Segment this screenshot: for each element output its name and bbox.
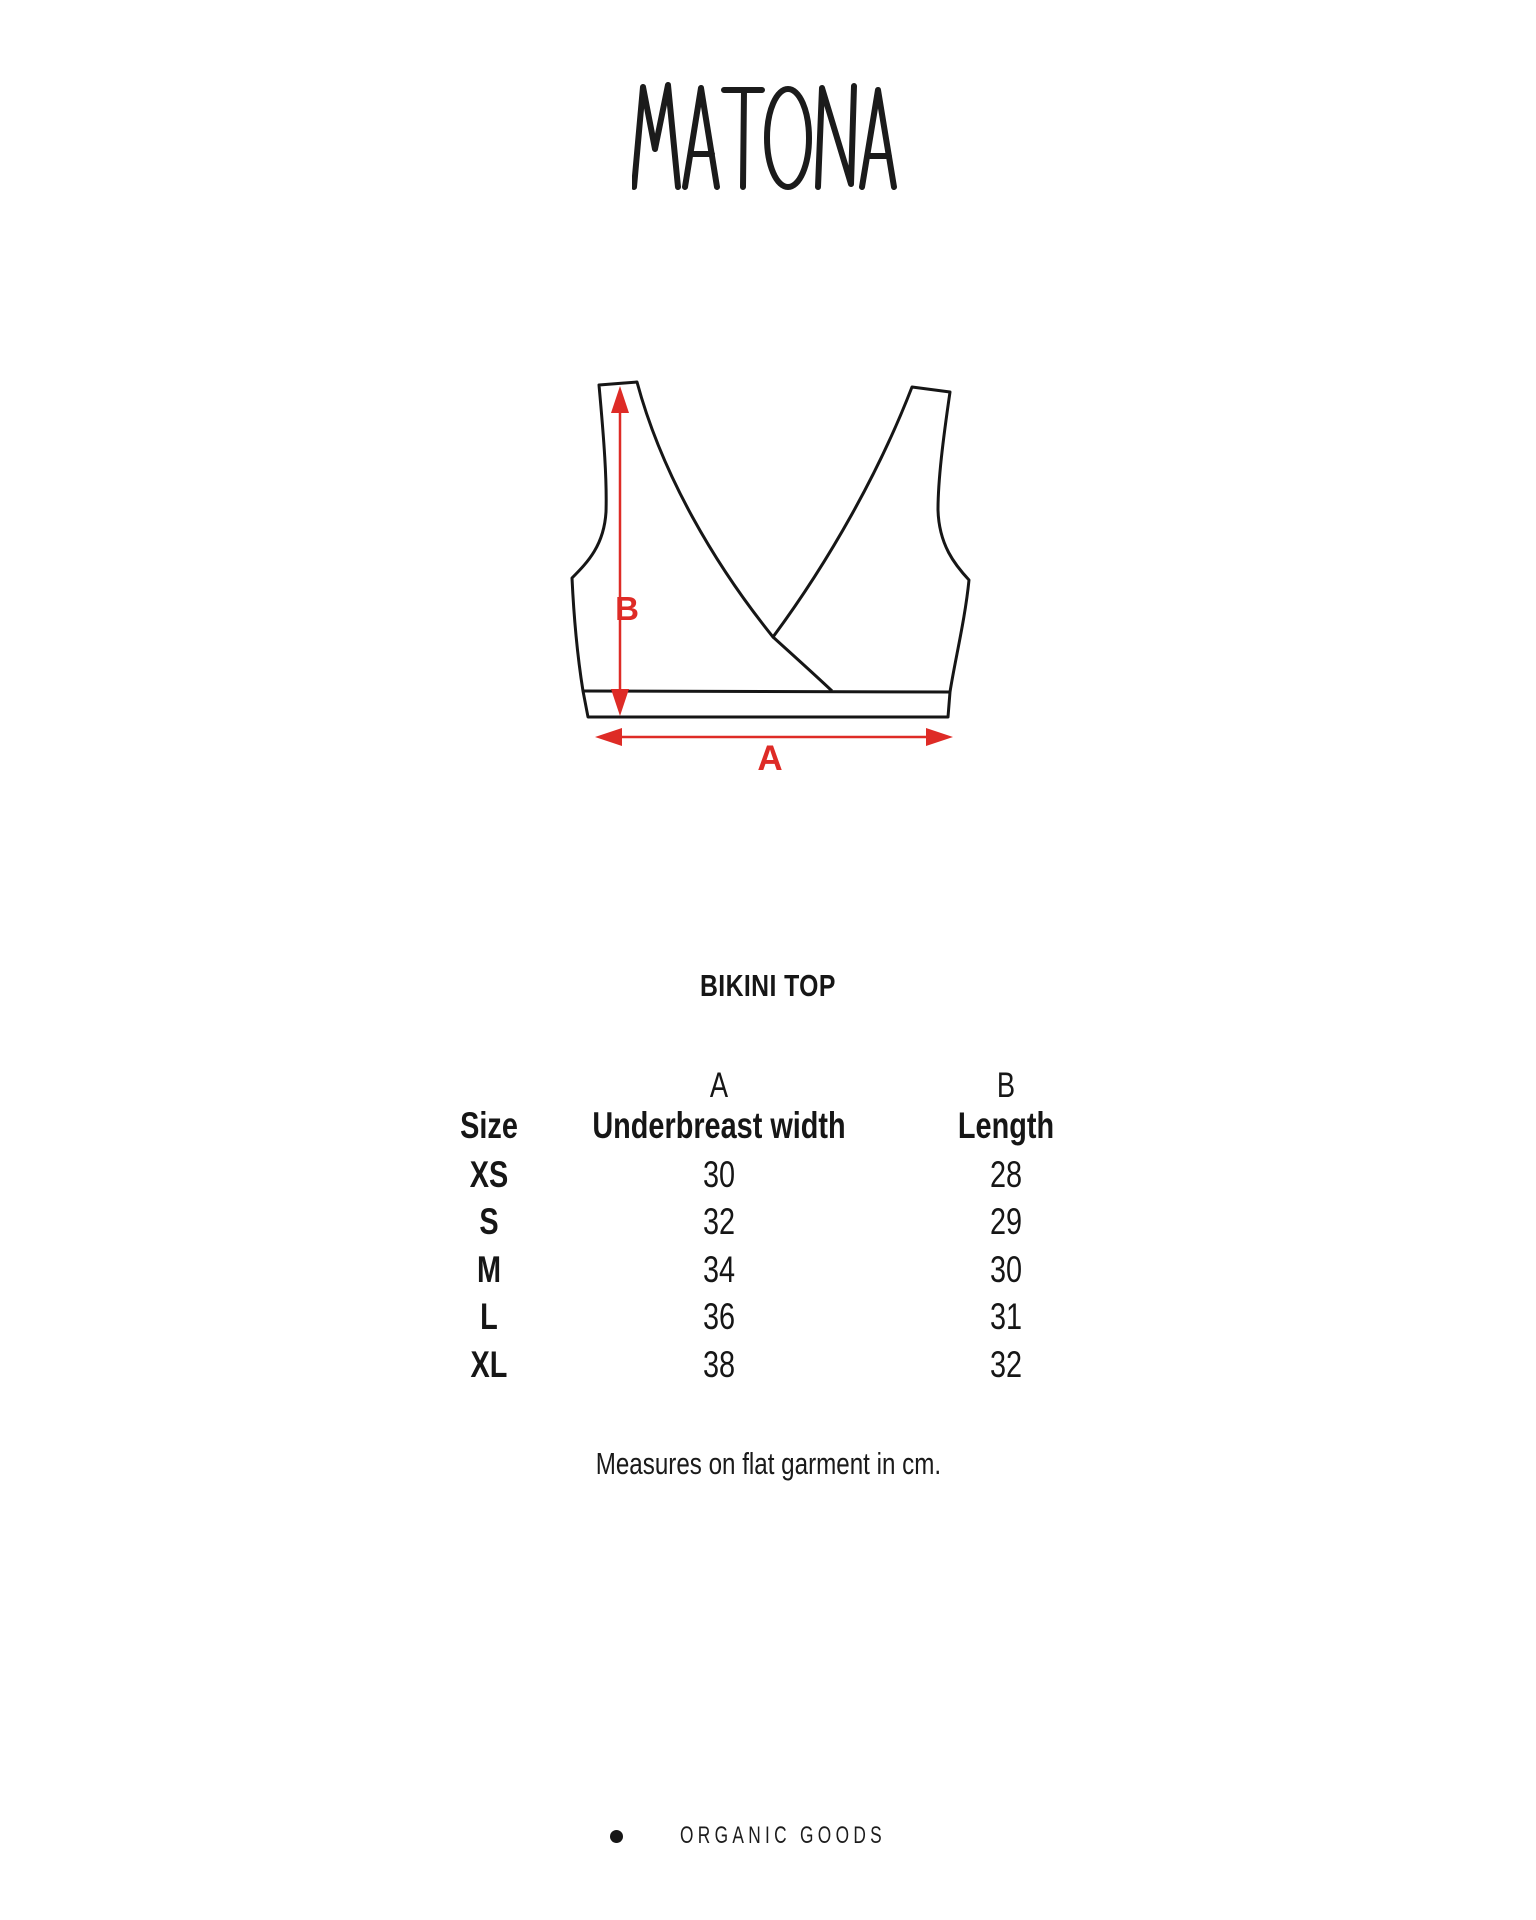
row-value-b: 28 <box>989 1154 1023 1195</box>
measure-label-b: B <box>615 590 639 627</box>
header-length: Length <box>957 1105 1055 1146</box>
column-letter-a: A <box>709 1066 729 1105</box>
row-size-label: M <box>476 1249 502 1290</box>
product-title <box>0 962 1536 1010</box>
header-underbreast-width: Underbreast width <box>592 1105 846 1146</box>
bikini-top-diagram <box>540 340 1010 785</box>
row-value-b: 31 <box>989 1296 1023 1337</box>
column-letter-b: B <box>996 1066 1016 1105</box>
measurement-note <box>0 1440 1536 1488</box>
row-size-label: S <box>479 1201 499 1242</box>
row-value-a: 38 <box>702 1344 736 1385</box>
row-value-b: 32 <box>989 1344 1023 1385</box>
organic-dot-icon <box>610 1830 623 1843</box>
footer-tagline: ORGANIC GOODS <box>680 1822 886 1849</box>
logo-letters <box>634 85 894 187</box>
row-value-a: 36 <box>702 1296 736 1337</box>
row-value-b: 29 <box>989 1201 1023 1242</box>
row-size-label: L <box>480 1296 498 1337</box>
brand-logo <box>632 82 904 190</box>
row-value-a: 34 <box>702 1249 736 1290</box>
table-row <box>0 1198 1536 1246</box>
table-row <box>0 1341 1536 1389</box>
footer <box>0 1822 1536 1850</box>
table-row <box>0 1151 1536 1199</box>
garment-outline <box>572 382 969 717</box>
row-size-label: XL <box>470 1344 508 1385</box>
table-row <box>0 1293 1536 1341</box>
product-title-text: BIKINI TOP <box>700 968 836 1003</box>
header-size: Size <box>460 1105 518 1146</box>
row-value-a: 30 <box>702 1154 736 1195</box>
row-value-a: 32 <box>702 1201 736 1242</box>
table-row <box>0 1246 1536 1294</box>
row-size-label: XS <box>469 1154 509 1195</box>
table-header-row <box>0 1102 1536 1150</box>
row-value-b: 30 <box>989 1249 1023 1290</box>
underbust-band-line <box>583 691 950 692</box>
measure-label-a: A <box>757 739 783 778</box>
measurement-note-text: Measures on flat garment in cm. <box>595 1446 941 1481</box>
